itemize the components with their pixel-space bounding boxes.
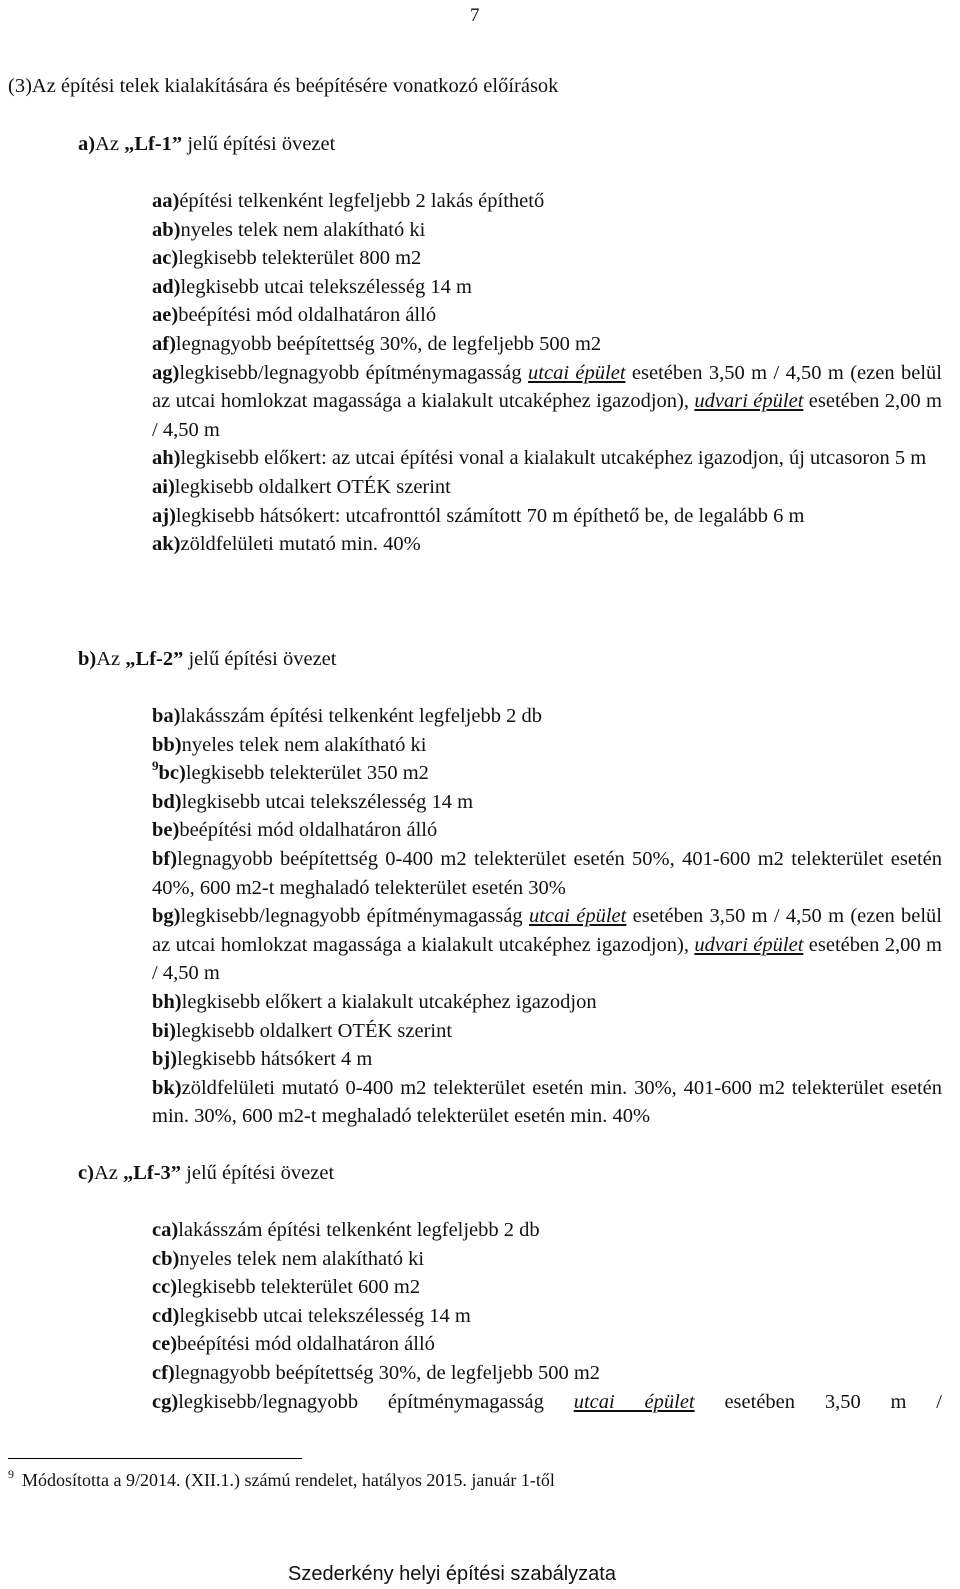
zone-heading-lf3 <box>78 1159 334 1188</box>
item-code: ba) <box>152 705 181 727</box>
zone-prefix: Az <box>96 648 126 670</box>
item-code: ce) <box>152 1333 178 1356</box>
item-text: nyeles telek nem alakítható ki <box>181 733 427 756</box>
zone-heading-lf2 <box>78 645 336 674</box>
list-item <box>152 244 942 273</box>
item-text: legkisebb hátsókert: utcafronttól számított 70 m építhető be, de legalább 6 m <box>175 504 805 527</box>
item-text: legnagyobb beépítettség 30%, de legfeljebb 500 m2 <box>174 1361 601 1384</box>
zone-name: „Lf-1” <box>124 133 183 155</box>
zone-suffix: jelű építési övezet <box>182 133 336 155</box>
item-code: bc) <box>158 762 186 785</box>
item-code: bf) <box>152 847 178 870</box>
underlined-term: utcai épület <box>573 1390 695 1413</box>
item-code: ad) <box>152 275 181 298</box>
item-text: lakásszám építési telkenként legfeljebb 2 db <box>180 705 542 727</box>
list-item <box>152 788 942 817</box>
item-code: bk) <box>152 1076 182 1099</box>
list-item <box>152 1273 942 1302</box>
list-item <box>152 1074 942 1131</box>
item-text: esetében 3,50 m / 4,50 m (ezen belül az utcai homlokzat magassága a kialakult utcaképhez igazodjon), <box>152 905 942 956</box>
item-code: aa) <box>152 190 180 212</box>
footnote-text: Módosította a 9/2014. (XII.1.) számú rendelet, hatályos 2015. január 1-től <box>22 1470 555 1490</box>
item-text: legkisebb előkert: az utcai építési vonal a kialakult utcaképhez igazodjon, új utcasoron 5 m <box>180 447 927 470</box>
zone-items-lf3 <box>152 1216 942 1416</box>
list-item <box>152 330 942 359</box>
item-text: lakásszám építési telkenként legfeljebb 2 db <box>178 1219 540 1241</box>
list-item <box>152 502 942 531</box>
item-code: ai) <box>152 475 175 498</box>
item-code: cb) <box>152 1247 180 1270</box>
item-text: legkisebb utcai telekszélesség 14 m <box>179 1304 471 1327</box>
item-text: legkisebb/legnagyobb építménymagasság <box>180 905 529 928</box>
zone-suffix: jelű építési övezet <box>183 648 337 670</box>
item-code: cg) <box>152 1390 179 1413</box>
list-item <box>152 1302 942 1331</box>
item-code: ak) <box>152 533 181 556</box>
item-code: ae) <box>152 304 179 327</box>
item-text: esetében 2,00 m / 4,50 m <box>152 933 942 985</box>
item-text: nyeles telek nem alakítható ki <box>180 218 426 241</box>
list-item <box>152 1216 942 1245</box>
item-code: bg) <box>152 905 181 928</box>
item-code: ca) <box>152 1219 179 1241</box>
item-text: építési telkenként legfeljebb 2 lakás építhető <box>179 190 545 212</box>
item-text: legkisebb/legnagyobb építménymagasság <box>179 361 529 384</box>
item-text: beépítési mód oldalhatáron álló <box>178 304 437 327</box>
zone-items-lf1 <box>152 187 942 559</box>
section-heading: (3)Az építési telek kialakítására és beépítésére vonatkozó előírások <box>8 75 559 97</box>
item-text: beépítési mód oldalhatáron álló <box>179 819 438 842</box>
list-item <box>152 731 942 760</box>
zone-code: b) <box>78 648 97 670</box>
zone-code: a) <box>78 133 96 155</box>
list-item <box>152 845 942 902</box>
item-code: aj) <box>152 504 176 527</box>
zone-name: „Lf-2” <box>125 648 184 670</box>
item-code: ac) <box>152 247 179 270</box>
list-item <box>152 216 942 245</box>
page-number: 7 <box>470 5 480 26</box>
zone-code: c) <box>78 1162 94 1184</box>
page-footer: Szederkény helyi építési szabályzata <box>288 1563 616 1585</box>
list-item <box>152 359 942 445</box>
list-item <box>152 273 942 302</box>
underlined-term: udvari épület <box>694 390 804 413</box>
zone-prefix: Az <box>93 1162 123 1184</box>
item-text: beépítési mód oldalhatáron álló <box>177 1333 435 1356</box>
item-code: af) <box>152 332 176 355</box>
item-text: esetében 3,50 m / <box>694 1390 942 1413</box>
footnote <box>8 1466 555 1495</box>
list-item <box>152 530 942 559</box>
item-text: nyeles telek nem alakítható ki <box>179 1247 425 1270</box>
list-item <box>152 816 942 845</box>
item-code: cf) <box>152 1361 175 1384</box>
list-item <box>152 444 942 473</box>
item-text: legkisebb oldalkert OTÉK szerint <box>175 1019 453 1042</box>
item-text: esetében 3,50 m / 4,50 m (ezen belül az utcai homlokzat magassága a kialakult utcaképhez igazodjon), <box>152 361 942 413</box>
item-text: legkisebb oldalkert OTÉK szerint <box>174 475 451 498</box>
list-item <box>152 473 942 502</box>
list-item <box>152 902 942 988</box>
item-text: legkisebb előkert a kialakult utcaképhez igazodjon <box>181 990 597 1013</box>
list-item <box>152 1388 942 1417</box>
item-text: legkisebb/legnagyobb építménymagasság <box>178 1390 574 1413</box>
item-code: be) <box>152 819 180 842</box>
zone-heading-lf1 <box>78 130 335 159</box>
zone-prefix: Az <box>95 133 125 155</box>
list-item <box>152 301 942 330</box>
item-text: legnagyobb beépítettség 30%, de legfeljebb 500 m2 <box>175 332 602 355</box>
footnote-number: 9 <box>8 1467 14 1481</box>
item-text: legkisebb telekterület 600 m2 <box>177 1276 421 1299</box>
item-code: ah) <box>152 447 181 470</box>
list-item <box>152 1245 942 1274</box>
item-code: bi) <box>152 1019 176 1042</box>
item-code: bj) <box>152 1048 178 1071</box>
item-text: legkisebb telekterület 800 m2 <box>178 247 422 270</box>
item-code: cd) <box>152 1304 180 1327</box>
item-code: bh) <box>152 990 182 1013</box>
underlined-term: utcai épület <box>528 905 627 928</box>
list-item <box>152 187 942 216</box>
item-text: esetében 2,00 m / 4,50 m <box>152 390 942 441</box>
underlined-term: utcai épület <box>528 361 626 384</box>
list-item <box>152 702 942 731</box>
list-item <box>152 988 942 1017</box>
zone-items-lf2 <box>152 702 942 1131</box>
zone-suffix: jelű építési övezet <box>181 1162 335 1184</box>
item-text: legkisebb hátsókert 4 m <box>177 1048 373 1071</box>
item-text: legkisebb utcai telekszélesség 14 m <box>180 275 472 298</box>
list-item <box>152 1045 942 1074</box>
zone-name: „Lf-3” <box>122 1162 182 1184</box>
item-code: cc) <box>152 1276 178 1299</box>
item-text: legkisebb telekterület 350 m2 <box>185 762 429 785</box>
footnote-ref: 9 <box>152 758 159 774</box>
item-code: ag) <box>152 361 180 384</box>
list-item <box>152 1359 942 1388</box>
item-code: bb) <box>152 733 182 756</box>
footnote-separator <box>8 1458 302 1459</box>
list-item <box>152 1017 942 1046</box>
underlined-term: udvari épület <box>694 933 804 956</box>
item-code: ab) <box>152 218 181 241</box>
item-text: legkisebb utcai telekszélesség 14 m <box>181 790 474 813</box>
item-text: legnagyobb beépítettség 0-400 m2 telekterület esetén 50%, 401-600 m2 telekterület esetén 40%, 600 m2-t meghaladó telekterület esetén 30% <box>152 847 942 899</box>
item-text: zöldfelületi mutató 0-400 m2 telekterület esetén min. 30%, 401-600 m2 telekterület esetén min. 30%, 600 m2-t meghaladó telekterület esetén min. 40% <box>152 1076 942 1128</box>
list-item <box>152 1330 942 1359</box>
list-item <box>152 759 942 788</box>
item-code: bd) <box>152 790 182 813</box>
item-text: zöldfelületi mutató min. 40% <box>180 533 421 556</box>
